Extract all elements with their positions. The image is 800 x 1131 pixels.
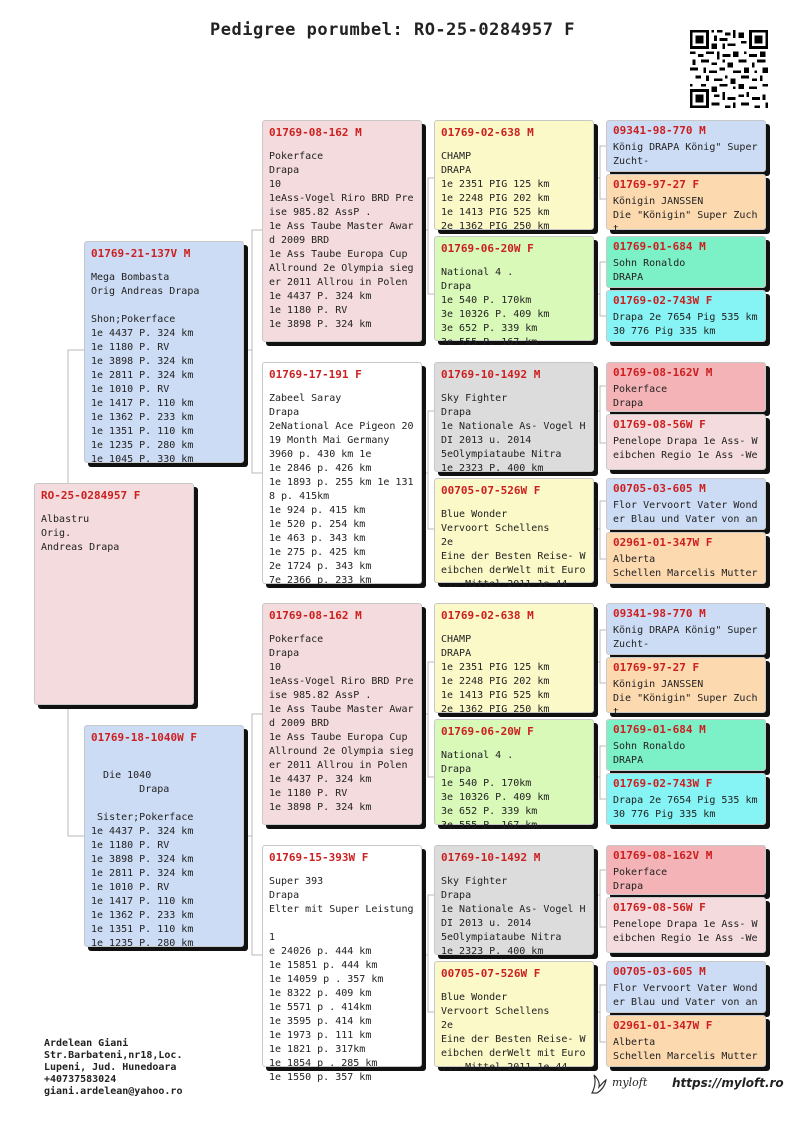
ancestor-ring-id: 01769-10-1492 M [441,368,541,381]
ancestor-ring-id: 01769-06-20W F [441,725,534,738]
sire-ring-id: 01769-21-137V M [91,247,191,260]
dam-sire-card[interactable] [262,603,422,825]
ancestor-card[interactable] [434,120,594,230]
ancestor-info: National 4 . Drapa 1e 540 P. 170km 3e 10326 P. 409 km 3e 652 P. 339 km 3e 555 P. 167 km [441,750,550,831]
ancestor-ring-id: 09341-98-770 M [613,607,706,620]
ancestor-card-small[interactable] [606,290,766,342]
page-title: Pedigree porumbel: RO-25-0284957 F [210,20,575,40]
ancestor-ring-id: 00705-03-605 M [613,965,706,978]
pigeon-logo-icon [590,1073,608,1095]
ancestor-ring-id: 00705-03-605 M [613,482,706,495]
ancestor-card-small[interactable] [606,719,766,771]
dam-ring-id: 01769-18-1040W F [91,731,197,744]
ancestor-card[interactable] [434,478,594,590]
ancestor-card[interactable] [434,719,594,831]
ancestor-info: Blue Wonder Vervoort Schellens 2e Eine der Besten Reise- Weibchen derWelt mit Euro ... Mittel 2011 1e 44 [441,509,586,590]
ancestor-ring-id: 01769-08-56W F [613,418,706,431]
subject-ring-id: RO-25-0284957 F [41,489,141,502]
ancestor-ring-id: 02961-01-347W F [613,536,713,549]
ancestor-info: Flor Vervoort Vater Wonder Blau und Vater von an [613,500,758,525]
ancestor-card-small[interactable] [606,773,766,825]
ancestor-card[interactable] [434,845,594,955]
ancestor-card-small[interactable] [606,532,766,584]
ancestor-card[interactable] [434,362,594,472]
subject-card[interactable] [34,483,194,705]
ancestor-info: König DRAPA König" Super Zucht- [613,625,764,650]
sire-sire-info: Pokerface Drapa 10 1eAss-Vogel Riro BRD Preise 985.82 AssP . 1e Ass Taube Master Award 2009 BRD 1e Ass Taube Europa Cup Allround 2e Olympia sieger 2011 Allrou in Polen 1e 4437 P. 324 km 1e 1180 P. RV 1e 3898 P. 324 km [269,151,414,330]
ancestor-ring-id: 01769-10-1492 M [441,851,541,864]
ancestor-info: König DRAPA König" Super Zucht- [613,142,764,167]
ancestor-info: National 4 . Drapa 1e 540 P. 170km 3e 10326 P. 409 km 3e 652 P. 339 km 3e 555 P. 167 km [441,267,550,348]
ancestor-info: Königin JANSSEN Die "Königin" Super Zucht [613,679,758,718]
ancestor-ring-id: 02961-01-347W F [613,1019,713,1032]
ancestor-info: Sky Fighter Drapa 1e Nationale As- Vogel HDI 2013 u. 2014 5eOlympiataube Nitra 1e 2323 P. 400 km [441,393,586,474]
ancestor-ring-id: 01769-97-27 F [613,178,700,191]
sire-info: Mega Bombasta Orig Andreas Drapa Shon;Pokerface 1e 4437 P. 324 km 1e 1180 P. RV 1e 3898 P. 324 km 1e 2811 P. 324 km 1e 1010 P. RV 1e 1417 P. 110 km 1e 1362 P. 233 km 1e 1351 P. 110 km 1e 1235 P. 280 km 1e 1045 P. 330 km [91,272,200,465]
ancestor-ring-id: 09341-98-770 M [613,124,706,137]
ancestor-ring-id: 01769-08-162V M [613,366,713,379]
ancestor-card-small[interactable] [606,603,766,655]
ancestor-info: Drapa 2e 7654 Pig 535 km 30 776 Pig 335 km [613,795,758,820]
ancestor-card-small[interactable] [606,236,766,288]
ancestor-card[interactable] [434,961,594,1073]
sire-card[interactable] [84,241,244,463]
ancestor-info: Sohn Ronaldo DRAPA [613,741,686,766]
dam-sire-ring-id: 01769-08-162 M [269,609,362,622]
sire-sire-ring-id: 01769-08-162 M [269,126,362,139]
dam-dam-card[interactable] [262,845,422,1083]
ancestor-info: CHAMP DRAPA 1e 2351 PIG 125 km 1e 2248 PIG 202 km 1e 1413 PIG 525 km 2e 1362 PIG 250 km [441,634,550,715]
ancestor-card-small[interactable] [606,657,766,718]
ancestor-info: Pokerface Drapa [613,384,668,409]
ancestor-info: Sohn Ronaldo DRAPA [613,258,686,283]
website-link[interactable]: https://myloft.ro [672,1076,784,1090]
brand-name: myloft [612,1076,648,1089]
sire-dam-card[interactable] [262,362,422,584]
ancestor-card-small[interactable] [606,174,766,235]
ancestor-ring-id: 01769-02-743W F [613,294,713,307]
ancestor-info: Pokerface Drapa [613,867,668,892]
ancestor-card[interactable] [434,603,594,713]
ancestor-info: Drapa 2e 7654 Pig 535 km 30 776 Pig 335 km [613,312,758,337]
dam-sire-info: Pokerface Drapa 10 1eAss-Vogel Riro BRD Preise 985.82 AssP . 1e Ass Taube Master Award 2009 BRD 1e Ass Taube Europa Cup Allround 2e Olympia sieger 2011 Allrou in Polen 1e 4437 P. 324 km 1e 1180 P. RV 1e 3898 P. 324 km [269,634,414,813]
ancestor-ring-id: 01769-02-743W F [613,777,713,790]
ancestor-card-small[interactable] [606,478,766,530]
ancestor-card-small[interactable] [606,845,766,895]
ancestor-ring-id: 01769-02-638 M [441,126,534,139]
ancestor-ring-id: 00705-07-526W F [441,967,541,980]
ancestor-card-small[interactable] [606,961,766,1013]
ancestor-card-small[interactable] [606,120,766,172]
owner-contact: Ardelean Giani Str.Barbateni,nr18,Loc. Lupeni, Jud. Hunedoara +40737583024 giani.ardelean@yahoo.ro [44,1038,183,1097]
ancestor-card[interactable] [434,236,594,348]
ancestor-ring-id: 01769-97-27 F [613,661,700,674]
ancestor-info: Flor Vervoort Vater Wonder Blau und Vater von an [613,983,758,1008]
ancestor-ring-id: 01769-01-684 M [613,240,706,253]
ancestor-info: Alberta Schellen Marcelis Mutter [613,554,758,579]
ancestor-ring-id: 00705-07-526W F [441,484,541,497]
sire-sire-card[interactable] [262,120,422,342]
ancestor-info: Sky Fighter Drapa 1e Nationale As- Vogel HDI 2013 u. 2014 5eOlympiataube Nitra 1e 2323 P. 400 km [441,876,586,957]
sire-dam-ring-id: 01769-17-191 F [269,368,362,381]
sire-dam-info: Zabeel Saray Drapa 2eNational Ace Pigeon 2019 Month Mai Germany 3960 p. 430 km 1e 1e 2846 p. 426 km 1e 1893 p. 255 km 1e 1318 p. 415km 1e 924 p. 415 km 1e 520 p. 254 km 1e 463 p. 343 km 1e 275 p. 425 km 2e 1724 p. 343 km 7e 2366 p. 233 km [269,393,414,586]
ancestor-info: Königin JANSSEN Die "Königin" Super Zucht [613,196,758,235]
ancestor-ring-id: 01769-02-638 M [441,609,534,622]
ancestor-card-small[interactable] [606,897,766,953]
ancestor-ring-id: 01769-08-162V M [613,849,713,862]
dam-dam-info: Super 393 Drapa Elter mit Super Leistung 1 e 24026 p. 444 km 1e 15851 p. 444 km 1e 14059 p . 357 km 1e 8322 p. 409 km 1e 5571 p . 414km 1e 3595 p. 414 km 1e 1973 p. 111 km 1e 1821 p. 317km 1e 1854 p . 285 km 1e 1550 p. 357 km [269,876,414,1083]
ancestor-card-small[interactable] [606,414,766,470]
ancestor-info: CHAMP DRAPA 1e 2351 PIG 125 km 1e 2248 PIG 202 km 1e 1413 PIG 525 km 2e 1362 PIG 250 km [441,151,550,232]
ancestor-info: Penelope Drapa 1e Ass- Weibchen Regio 1e Ass -We [613,436,758,461]
ancestor-card-small[interactable] [606,1015,766,1067]
ancestor-ring-id: 01769-01-684 M [613,723,706,736]
ancestor-ring-id: 01769-08-56W F [613,901,706,914]
ancestor-card-small[interactable] [606,362,766,412]
ancestor-ring-id: 01769-06-20W F [441,242,534,255]
ancestor-info: Alberta Schellen Marcelis Mutter [613,1037,758,1062]
ancestor-info: Penelope Drapa 1e Ass- Weibchen Regio 1e Ass -We [613,919,758,944]
subject-info: Albastru Orig. Andreas Drapa [41,514,120,553]
ancestor-info: Blue Wonder Vervoort Schellens 2e Eine der Besten Reise- Weibchen derWelt mit Euro ... Mittel 2011 1e 44 [441,992,586,1073]
dam-info: Die 1040 Drapa Sister;Pokerface 1e 4437 P. 324 km 1e 1180 P. RV 1e 3898 P. 324 km 1e 2811 P. 324 km 1e 1010 P. RV 1e 1417 P. 110 km 1e 1362 P. 233 km 1e 1351 P. 110 km 1e 1235 P. 280 km [91,770,194,949]
dam-card[interactable] [84,725,244,947]
dam-dam-ring-id: 01769-15-393W F [269,851,369,864]
